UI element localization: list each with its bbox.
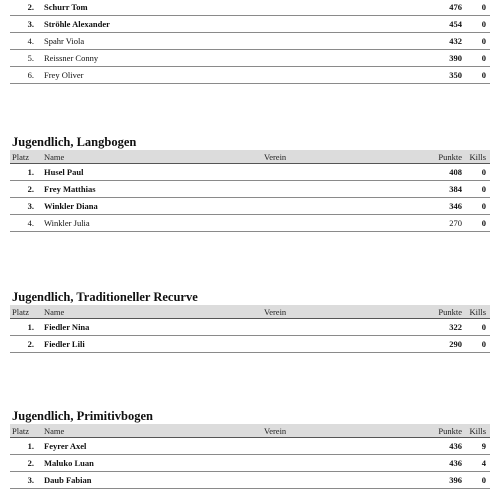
punkte-header: Punkte	[438, 425, 462, 436]
name-header: Name	[44, 151, 65, 162]
platz-cell: 1.	[27, 167, 34, 177]
results-section-langbogen	[10, 134, 490, 232]
table-row	[10, 67, 490, 84]
kills-cell: 0	[481, 184, 486, 194]
punkte-header: Punkte	[438, 306, 462, 317]
table-header	[10, 150, 490, 164]
platz-cell: 5.	[27, 53, 34, 63]
name-cell: Winkler Diana	[44, 201, 98, 211]
platz-cell: 1.	[27, 441, 34, 451]
table-header	[10, 424, 490, 438]
name-cell: Husel Paul	[44, 167, 84, 177]
punkte-cell: 270	[449, 218, 462, 228]
name-cell: Frey Matthias	[44, 184, 96, 194]
platz-cell: 2.	[27, 339, 34, 349]
name-cell: Fiedler Lili	[44, 339, 85, 349]
results-section-recurve	[10, 289, 490, 353]
kills-cell: 0	[481, 70, 486, 80]
kills-cell: 0	[481, 475, 486, 485]
table-row	[10, 472, 490, 489]
kills-cell: 0	[481, 167, 486, 177]
kills-cell: 9	[481, 441, 486, 451]
punkte-cell: 396	[449, 475, 462, 485]
table-row	[10, 164, 490, 181]
name-cell: Maluko Luan	[44, 458, 94, 468]
punkte-cell: 436	[449, 441, 462, 451]
section-title: Jugendlich, Langbogen	[12, 135, 137, 149]
platz-cell: 2.	[27, 2, 34, 12]
kills-cell: 0	[481, 2, 486, 12]
punkte-cell: 384	[449, 184, 462, 194]
punkte-cell: 346	[449, 201, 462, 211]
name-cell: Winkler Julia	[44, 218, 90, 228]
results-section-continued	[10, 0, 490, 84]
platz-cell: 4.	[27, 36, 34, 46]
table-row	[10, 33, 490, 50]
kills-cell: 0	[481, 218, 486, 228]
kills-cell: 0	[481, 53, 486, 63]
kills-header: Kills	[469, 306, 486, 317]
kills-cell: 0	[481, 19, 486, 29]
table-row	[10, 455, 490, 472]
kills-header: Kills	[469, 425, 486, 436]
table-row	[10, 215, 490, 232]
punkte-header: Punkte	[438, 151, 462, 162]
kills-cell: 0	[481, 201, 486, 211]
platz-cell: 6.	[27, 70, 34, 80]
punkte-cell: 408	[449, 167, 462, 177]
platz-cell: 3.	[27, 475, 34, 485]
section-title: Jugendlich, Primitivbogen	[12, 409, 153, 423]
punkte-cell: 350	[449, 70, 462, 80]
platz-cell: 3.	[27, 201, 34, 211]
kills-header: Kills	[469, 151, 486, 162]
punkte-cell: 390	[449, 53, 462, 63]
name-cell: Ströhle Alexander	[44, 19, 110, 29]
platz-cell: 3.	[27, 19, 34, 29]
platz-header: Platz	[12, 425, 29, 436]
name-cell: Reissner Conny	[44, 53, 99, 63]
table-row	[10, 181, 490, 198]
punkte-cell: 432	[449, 36, 462, 46]
punkte-cell: 436	[449, 458, 462, 468]
name-cell: Spahr Viola	[44, 36, 85, 46]
platz-header: Platz	[12, 151, 29, 162]
name-header: Name	[44, 306, 65, 317]
kills-cell: 0	[481, 339, 486, 349]
platz-cell: 1.	[27, 322, 34, 332]
verein-header: Verein	[264, 151, 287, 162]
punkte-cell: 476	[449, 2, 462, 12]
verein-header: Verein	[264, 425, 287, 436]
name-cell: Frey Oliver	[44, 70, 84, 80]
table-row	[10, 336, 490, 353]
table-row	[10, 0, 490, 16]
kills-cell: 0	[481, 322, 486, 332]
table-row	[10, 50, 490, 67]
name-cell: Daub Fabian	[44, 475, 92, 485]
punkte-cell: 454	[449, 19, 462, 29]
results-section-primitivbogen	[10, 408, 490, 489]
punkte-cell: 290	[449, 339, 462, 349]
name-cell: Schurr Tom	[44, 2, 88, 12]
punkte-cell: 322	[449, 322, 462, 332]
table-row	[10, 16, 490, 33]
section-title: Jugendlich, Traditioneller Recurve	[12, 290, 198, 304]
table-row	[10, 319, 490, 336]
table-row	[10, 198, 490, 215]
table-header	[10, 305, 490, 319]
kills-cell: 0	[481, 36, 486, 46]
name-header: Name	[44, 425, 65, 436]
name-cell: Feyrer Axel	[44, 441, 87, 451]
platz-header: Platz	[12, 306, 29, 317]
platz-cell: 4.	[27, 218, 34, 228]
kills-cell: 4	[481, 458, 486, 468]
table-row	[10, 438, 490, 455]
platz-cell: 2.	[27, 458, 34, 468]
platz-cell: 2.	[27, 184, 34, 194]
verein-header: Verein	[264, 306, 287, 317]
name-cell: Fiedler Nina	[44, 322, 90, 332]
